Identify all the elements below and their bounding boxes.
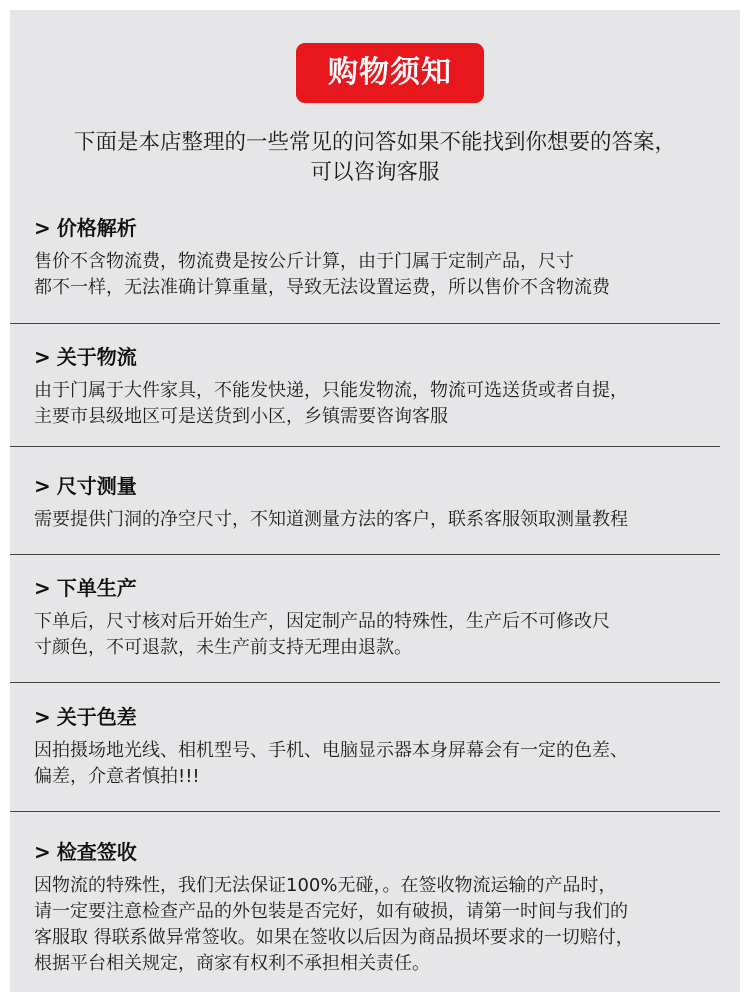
body-line: 偏差，介意者慎拍!!! xyxy=(34,766,200,787)
section-title: 检查签收 xyxy=(56,840,137,864)
intro-text xyxy=(10,128,740,188)
section-heading xyxy=(34,704,734,730)
section-body xyxy=(34,249,734,301)
faq-section-price xyxy=(34,215,734,301)
section-title: 价格解析 xyxy=(56,216,137,240)
section-heading xyxy=(34,839,734,865)
body-line: 因物流的特殊性，我们无法保证100%无碰，。在签收物流运输的产品时， xyxy=(34,875,617,896)
chevron-right-icon: > xyxy=(34,840,51,864)
section-heading xyxy=(34,473,734,499)
body-line: 都不一样，无法准确计算重量，导致无法设置运费，所以售价不含物流费 xyxy=(34,277,610,298)
intro-line-2: 可以咨询客服 xyxy=(310,160,440,185)
section-title: 关于色差 xyxy=(56,705,137,729)
body-line: 请一定要注意检查产品的外包装是否完好，如有破损，请第一时间与我们的 xyxy=(34,901,628,922)
chevron-right-icon: > xyxy=(34,576,51,600)
section-heading xyxy=(34,344,734,370)
body-line: 客服取 得联系做异常签收。如果在签收以后因为商品损坏要求的一切赔付， xyxy=(34,927,634,948)
section-divider xyxy=(10,446,720,447)
section-body xyxy=(34,378,734,430)
body-line: 需要提供门洞的净空尺寸，不知道测量方法的客户，联系客服领取测量教程 xyxy=(34,509,628,530)
intro-line-1: 下面是本店整理的一些常见的问答如果不能找到你想要的答案， xyxy=(73,130,676,155)
section-divider xyxy=(10,811,720,812)
faq-section-production xyxy=(34,575,734,661)
section-title: 尺寸测量 xyxy=(56,474,137,498)
section-heading xyxy=(34,215,734,241)
faq-section-measurement xyxy=(34,473,734,533)
section-body xyxy=(34,609,734,661)
section-heading xyxy=(34,575,734,601)
chevron-right-icon: > xyxy=(34,705,51,729)
chevron-right-icon: > xyxy=(34,345,51,369)
section-body xyxy=(34,873,734,977)
body-line: 因拍摄场地光线、相机型号、手机、电脑显示器本身屏幕会有一定的色差、 xyxy=(34,740,628,761)
section-divider xyxy=(10,554,720,555)
shopping-notice-panel xyxy=(10,10,740,992)
section-body xyxy=(34,738,734,790)
body-line: 由于门属于大件家具，不能发快递，只能发物流，物流可选送货或者自提， xyxy=(34,380,628,401)
section-title: 关于物流 xyxy=(56,345,137,369)
body-line: 根据平台相关规定，商家有权利不承担相关责任。 xyxy=(34,953,430,974)
section-divider xyxy=(10,323,720,324)
body-line: 下单后，尺寸核对后开始生产，因定制产品的特殊性，生产后不可修改尺 xyxy=(34,611,610,632)
faq-section-delivery-check xyxy=(34,839,734,977)
chevron-right-icon: > xyxy=(34,216,51,240)
body-line: 寸颜色，不可退款，未生产前支持无理由退款。 xyxy=(34,637,412,658)
body-line: 主要市县级地区可是送货到小区，乡镇需要咨询客服 xyxy=(34,406,448,427)
chevron-right-icon: > xyxy=(34,474,51,498)
section-body xyxy=(34,507,734,533)
section-divider xyxy=(10,682,720,683)
faq-section-logistics xyxy=(34,344,734,430)
faq-section-color-difference xyxy=(34,704,734,790)
page-title: 购物须知 xyxy=(296,43,484,103)
body-line: 售价不含物流费，物流费是按公斤计算，由于门属于定制产品，尺寸 xyxy=(34,251,574,272)
section-title: 下单生产 xyxy=(56,576,137,600)
